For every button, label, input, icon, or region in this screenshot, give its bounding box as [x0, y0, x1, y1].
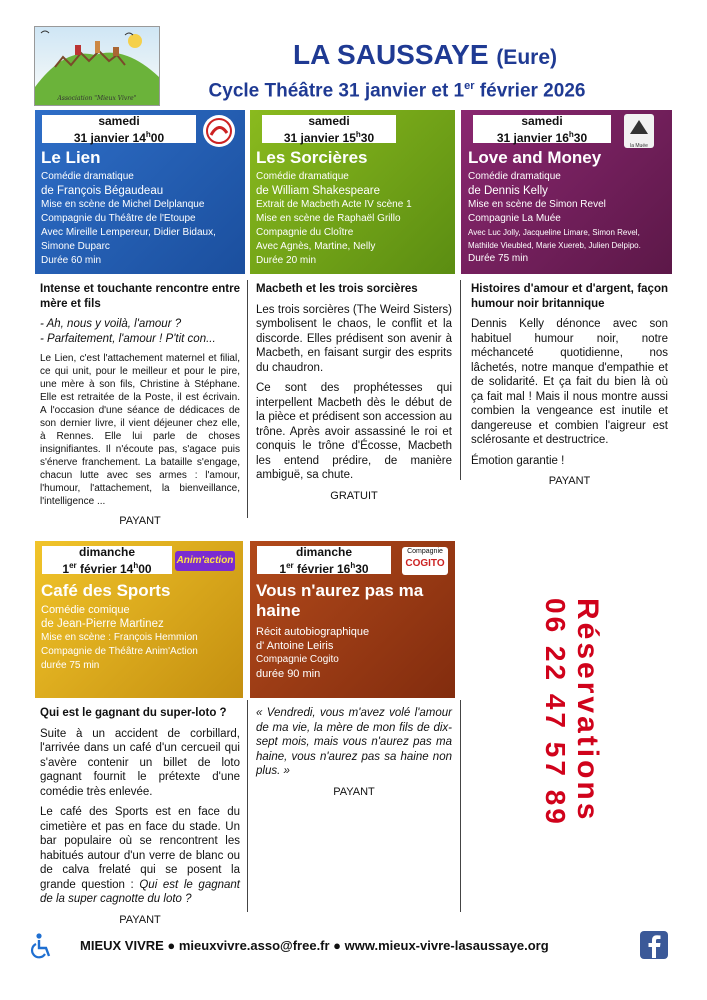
time-sup: h [350, 561, 356, 570]
time-end: 30 [355, 562, 369, 576]
time-sup: h [355, 130, 361, 139]
description-cafe-des-sports [40, 706, 240, 927]
show-date [257, 559, 391, 576]
subtitle-post: février 2026 [474, 80, 586, 102]
show-line: Compagnie du Théâtre de l'Etoupe [41, 213, 196, 224]
date-text: 1 [279, 562, 287, 576]
column-divider [460, 280, 461, 480]
muee-logo-text: la Muée [630, 143, 648, 149]
show-line: Extrait de Macbeth Acte IV scène 1 [256, 199, 412, 210]
show-author: de William Shakespeare [256, 185, 381, 197]
time-sup: h [568, 130, 574, 139]
show-duration: Durée 20 min [256, 255, 317, 266]
show-body: Le Lien, c'est l'attachement maternel et filial, ce qui unit, pour le meilleur et pour le pire, une mère à son fils, Christine à Stéphane. Elle est retraitée de la Poste, il est écrivain. A l'occasion d'une séance de dédicaces de son dernier livre, il vient déjeuner chez elle, à Rennes. Elle lui parle de choses insignifiantes. Il n'écoute pas, s'agace puis s'énerve franchement. La bataille s'engage, chacun lutte avec ses armes : l'amour, l'humour, l'attachement, la bienveillance, l'intelligence ... [40, 353, 240, 507]
show-tagline: Macbeth et les trois sorcières [256, 283, 418, 295]
show-cast: Avec Luc Jolly, Jacqueline Limare, Simon Revel, [468, 228, 640, 237]
show-info [468, 170, 641, 266]
show-panel-love-and-money [461, 110, 672, 274]
date-sup: er [69, 561, 77, 570]
column-divider [247, 700, 248, 912]
date-box [42, 546, 172, 574]
show-panel-cafe-des-sports [35, 541, 243, 698]
time-end: 00 [150, 131, 165, 145]
subtitle-pre: Cycle Théâtre 31 janvier et 1 [208, 80, 465, 102]
show-duration: Durée 60 min [41, 255, 102, 266]
date-mid: février 16 [293, 562, 351, 576]
page-subtitle [172, 80, 622, 102]
show-genre: Récit autobiographique [256, 626, 370, 638]
show-body: Ce sont des prophétesses qui interpellent Macbeth dès le début de la pièce et prédisent son accession au trône. Après avoir assassiné le roi et conquis le trône d'Écosse, Macbeth les entend prédire, de manière ambiguë, sa chute. [256, 382, 452, 481]
show-day: samedi [521, 114, 563, 128]
price-label: PAYANT [119, 515, 161, 527]
reservations-label: Réservations [571, 598, 604, 823]
show-duration: Durée 75 min [468, 253, 529, 264]
date-box [257, 546, 391, 574]
price-label: PAYANT [333, 785, 375, 798]
show-panel-vous-naurez-pas-ma-haine [250, 541, 455, 698]
facebook-icon[interactable] [640, 931, 668, 959]
time-end: 30 [360, 131, 375, 145]
show-date [42, 559, 172, 576]
page-title [190, 40, 660, 73]
show-body: Suite à un accident de corbillard, l'arrivée dans un café d'un cercueil qui s'avère contenir un billet de loto gagnant fournit le prétexte d'une comédie très enlevée. [40, 727, 240, 798]
cogito-small-text: Compagnie [407, 548, 443, 555]
show-body-italic: Qui est le gagnant de la super cagnotte du loto ? [40, 878, 240, 905]
show-info [256, 625, 369, 681]
show-line: Compagnie du Cloître [256, 227, 354, 238]
column-divider [247, 280, 248, 518]
show-body: Les trois sorcières (The Weird Sisters) symbolisent le chaos, le conflit et la discorde. Elles prédisent son avenir à Macbeth, en faisant surgir des esprits du chaudron. [256, 303, 452, 374]
time-sup: h [145, 130, 151, 139]
description-vous-naurez-pas-ma-haine [256, 706, 452, 799]
show-info [41, 603, 198, 673]
show-info [41, 170, 216, 268]
show-line: Compagnie Cogito [256, 654, 339, 665]
time-end: 00 [138, 562, 152, 576]
show-author: de François Bégaudeau [41, 185, 164, 197]
show-duration: durée 90 min [256, 668, 321, 680]
cogito-big-text: COGITO [405, 558, 445, 569]
show-body: Émotion garantie ! [471, 454, 565, 467]
show-line: Avec Agnès, Martine, Nelly [256, 241, 376, 252]
show-tagline: Qui est le gagnant du super-loto ? [40, 707, 227, 719]
show-title: Le Lien [41, 148, 101, 167]
description-les-sorcieres [256, 282, 452, 503]
show-tagline: Histoires d'amour et d'argent, façon humour noir britannique [471, 283, 668, 310]
date-box [473, 115, 611, 143]
show-title: Vous n'aurez pas ma haine [256, 581, 424, 620]
show-body-text: Le café des Sports est en face du cimetière et pas en face du stade. Un bar populaire où se rencontrent les habitués autour d'un verre de blanc ou de calva frelaté qui se posent la grande question : [40, 806, 240, 891]
association-logo [34, 26, 160, 106]
show-panel-le-lien [35, 110, 245, 274]
show-line: Simone Duparc [41, 241, 110, 252]
show-quote: « Vendredi, vous m'avez volé l'amour de ma vie, la mère de mon fils de dix-sept mois, mais vous n'aurez pas ma haine, vous n'aurez pas sa haine non plus. » [256, 707, 452, 777]
show-body-2 [40, 805, 240, 907]
show-panel-les-sorcieres [250, 110, 455, 274]
show-author: d' Antoine Leiris [256, 640, 334, 652]
date-text: 31 janvier 15 [283, 131, 356, 145]
animaction-badge: Anim'action [175, 551, 235, 571]
hill-illustration [35, 27, 159, 105]
subtitle-sup: er [464, 80, 475, 92]
show-date [42, 128, 196, 145]
show-title: Café des Sports [41, 581, 171, 600]
show-author: de Dennis Kelly [468, 185, 548, 197]
time-sup: h [133, 561, 139, 570]
show-line: Compagnie de Théâtre Anim'Action [41, 646, 198, 657]
company-muee-logo-icon [624, 114, 654, 148]
description-love-and-money [471, 282, 668, 489]
show-day: samedi [308, 114, 350, 128]
show-cast: Mathilde Vieubled, Marie Xuereb, Julien Delpipo. [468, 241, 641, 250]
show-body: Dennis Kelly dénonce avec son habituel humour noir, notre méchanceté quotidienne, nos lâchetés, notre manque d'empathie et de solidarité. Et ça fait du bien là où ça fait mal ! Mais il nous montre aussi combien la vengeance est inutile et dangereuse et combien l'aigreur est sclérosante et destructrice. [471, 318, 668, 446]
description-le-lien [40, 282, 240, 529]
date-text: 1 [62, 562, 70, 576]
date-text: 31 janvier 14 [73, 131, 146, 145]
show-genre: Comédie dramatique [468, 171, 561, 182]
show-author: de Jean-Pierre Martinez [41, 618, 164, 630]
show-genre: Comédie comique [41, 604, 130, 616]
date-box [42, 115, 196, 143]
show-title: Les Sorcières [256, 148, 368, 167]
show-line: Mise en scène de Michel Delplanque [41, 199, 205, 210]
reservations-block [528, 590, 618, 880]
column-divider [460, 700, 461, 912]
price-label: GRATUIT [330, 489, 378, 502]
show-line: Mise en scène de Raphaël Grillo [256, 213, 401, 224]
date-sup: er [286, 561, 294, 570]
date-mid: février 14 [76, 562, 134, 576]
show-line: Mise en scène de Simon Revel [468, 199, 606, 210]
show-genre: Comédie dramatique [41, 171, 134, 182]
date-box [262, 115, 396, 143]
reservations-phone: 06 22 47 57 89 [540, 598, 571, 827]
price-label: PAYANT [548, 475, 591, 487]
show-genre: Comédie dramatique [256, 171, 349, 182]
price-label: PAYANT [119, 913, 161, 926]
show-line: Mise en scène : François Hemmion [41, 632, 198, 643]
company-etoupe-logo-icon [203, 115, 235, 147]
footer-contact: MIEUX VIVRE ● mieuxvivre.asso@free.fr ● www.mieux-vivre-lasaussaye.org [80, 938, 549, 953]
show-info [256, 170, 412, 268]
logo-caption: Association "Mieux Vivre" [57, 95, 137, 102]
show-title: Love and Money [468, 148, 602, 167]
date-text: 31 janvier 16 [496, 131, 569, 145]
show-tagline: Intense et touchante rencontre entre mère et fils [40, 283, 240, 310]
time-end: 30 [573, 131, 588, 145]
show-quote: - Ah, nous y voilà, l'amour ? [40, 318, 182, 330]
show-line: Compagnie La Muée [468, 213, 561, 224]
show-day: dimanche [295, 545, 352, 559]
show-duration: durée 75 min [41, 660, 100, 671]
company-cogito-logo-icon [402, 547, 448, 575]
show-date [262, 128, 396, 145]
reservations-rotated-text [528, 590, 618, 880]
wheelchair-icon [30, 932, 54, 960]
show-date [473, 128, 611, 145]
show-day: dimanche [78, 545, 135, 559]
title-main: LA SAUSSAYE [292, 39, 489, 70]
title-suffix: (Eure) [496, 46, 557, 69]
show-quote: - Parfaitement, l'amour ! P'tit con... [40, 332, 216, 345]
show-day: samedi [98, 114, 140, 128]
show-line: Avec Mireille Lempereur, Didier Bidaux, [41, 227, 216, 238]
